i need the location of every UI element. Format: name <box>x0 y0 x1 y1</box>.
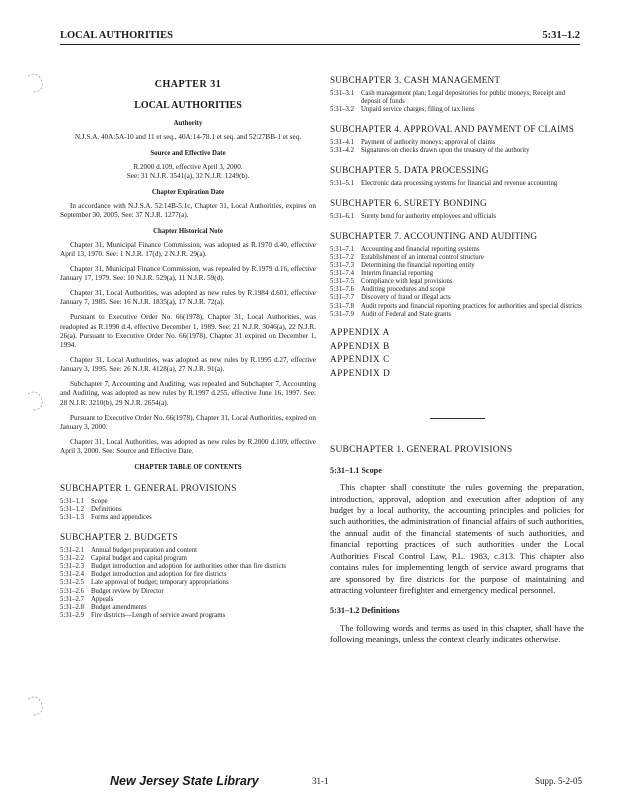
toc-section-title: Scope <box>91 497 108 505</box>
toc-section-title: Forms and appendices <box>91 513 152 521</box>
toc-section-number: 5:31–3.2 <box>330 106 354 113</box>
section-text: The following words and terms as used in this chapter, shall have the following meanings, unless the context clearly indicates otherwise. <box>330 622 584 645</box>
toc-section-number: 5:31–4.1 <box>330 138 354 146</box>
toc-entry <box>60 612 316 620</box>
toc-subchapter-title: SUBCHAPTER 7. ACCOUNTING AND AUDITING <box>330 230 538 241</box>
toc-section-title: Unpaid service charges; filing of tax liens <box>361 106 475 113</box>
toc-section-title: Cash management plan; Legal depositories for public moneys; Receipt and deposit of funds <box>361 89 566 105</box>
expiration-heading: Chapter Expiration Date <box>151 189 225 197</box>
toc-section-title: Fire districts—Length of service award programs <box>91 611 226 619</box>
toc-section-title: Electronic data processing systems for financial and revenue accounting <box>361 179 558 187</box>
binding-hole-mark <box>24 390 48 414</box>
toc-entry <box>330 262 584 270</box>
appendix-entry: APPENDIX D <box>330 368 391 378</box>
history-paragraph: Chapter 31, Municipal Finance Commission, was adopted as R.1970 d.40, effective April 13, 1970. See: 1 N.J.R. 17(d), 2 N.J.R. 29(a). <box>60 240 316 258</box>
toc-section-title: Surety bond for authority employees and officials <box>361 212 497 220</box>
binding-hole-mark <box>24 695 48 719</box>
toc-subchapter-title: SUBCHAPTER 2. BUDGETS <box>60 532 178 543</box>
history-paragraph: Chapter 31, Municipal Finance Commission, was repealed by R.1979 d.16, effective January 17, 1979. See: 10 N.J.R. 529(a), 11 N.J.R. 59(d). <box>60 264 316 282</box>
appendix-entry: APPENDIX B <box>330 340 390 351</box>
header-title: LOCAL AUTHORITIES <box>60 30 173 41</box>
toc-section-number: 5:31–7.2 <box>330 253 354 261</box>
toc-entry <box>330 147 584 155</box>
toc-entry <box>330 139 584 147</box>
toc-entry <box>330 294 584 302</box>
toc-entry <box>60 579 316 587</box>
binding-hole-mark <box>24 72 48 96</box>
toc-section-number: 5:31–3.1 <box>330 89 354 97</box>
toc-section-title: Appeals <box>91 595 114 603</box>
toc-section-number: 5:31–2.7 <box>60 595 84 603</box>
toc-entry <box>330 106 584 114</box>
toc-section-title: Establishment of an internal control structure <box>361 253 484 261</box>
toc-section-number: 5:31–4.2 <box>330 147 354 154</box>
history-paragraph: Subchapter 7, Accounting and Auditing, was repealed and Subchapter 7, Accounting and Auditing, was adopted as new rules by R.1997 d.255, effective June 16, 1997. See: 28 N.J.R. 3210(b), 29 N.J.R. 2654(a). <box>60 380 316 407</box>
right-column <box>330 75 584 652</box>
expiration-text: In accordance with N.J.S.A. 52:14B-5.1c, Chapter 31, Local Authorities, expires on September 30, 2005. See: 37 N.J.R. 1277(a). <box>60 201 316 219</box>
authority-heading: Authority <box>173 120 203 128</box>
toc-subchapter-title: SUBCHAPTER 4. APPROVAL AND PAYMENT OF CLAIMS <box>330 124 575 135</box>
toc-heading: CHAPTER TABLE OF CONTENTS <box>134 464 242 472</box>
toc-section-title: Accounting and financial reporting systems <box>361 245 480 253</box>
toc-section-number: 5:31–2.5 <box>60 579 84 587</box>
toc-entry <box>60 514 316 522</box>
toc-entry <box>60 604 316 612</box>
toc-entry <box>60 547 316 555</box>
toc-section-number: 5:31–1.2 <box>60 505 84 513</box>
toc-section-title: Discovery of fraud or illegal acts <box>361 294 451 302</box>
toc-section-number: 5:31–2.3 <box>60 563 84 571</box>
toc-section-number: 5:31–2.6 <box>60 587 84 595</box>
body-subchapter-title: SUBCHAPTER 1. GENERAL PROVISIONS <box>330 444 513 455</box>
appendix-list <box>330 327 584 380</box>
toc-subchapter-title: SUBCHAPTER 6. SURETY BONDING <box>330 198 487 208</box>
appendix-entry: APPENDIX C <box>330 354 390 365</box>
toc-entry <box>60 506 316 514</box>
toc-entry <box>330 270 584 278</box>
page-number: 31-1 <box>312 776 329 786</box>
history-paragraph: Chapter 31, Local Authorities, was adopted as new rules by R.2000 d.109, effective April 3, 2000. See: Source and Effective Date. <box>60 437 316 456</box>
history-paragraph: Pursuant to Executive Order No. 66(1978), Chapter 31, Local Authorities, expired on January 3, 2000. <box>60 413 316 431</box>
toc-entry <box>330 303 584 311</box>
library-stamp: New Jersey State Library <box>110 774 259 788</box>
toc-entry <box>330 213 584 221</box>
toc-section-number: 5:31–2.2 <box>60 554 84 562</box>
chapter-title: LOCAL AUTHORITIES <box>134 99 242 111</box>
toc-section-number: 5:31–7.5 <box>330 278 354 286</box>
source-heading: Source and Effective Date <box>150 150 226 158</box>
toc-section-title: Late approval of budget; temporary appropriations <box>91 579 229 587</box>
history-paragraph: Chapter 31, Local Authorities, was adopted as new rules by R.1984 d.601, effective January 7, 1985. See: 16 N.J.R. 1835(a), 17 N.J.R. 72(a). <box>60 289 316 307</box>
toc-section-title: Audit of Federal and State grants <box>361 310 452 318</box>
left-column <box>60 75 316 620</box>
appendix-entry: APPENDIX A <box>330 326 390 337</box>
toc-section-title: Budget introduction and adoption for authorities other than fire districts <box>91 563 286 571</box>
toc-section-number: 5:31–7.3 <box>330 261 354 269</box>
section-text: This chapter shall constitute the rules governing the preparation, introduction, approval, adoption and execution after adoption of any budget by a local authority, the accounting principles and policies for such authorities, the administration of financial affairs of such authorities, the annual audit of the financial statements of such authorities, and financial reporting practices of such authorities under the Local Authorities Fiscal Control Law, P.L. 1983, c.313. This chapter also contains rules for implementing length of service award programs that are sponsored by fire districts for the purpose of maintaining and attracting volunteer firefighter and emergency medical personnel. <box>330 482 585 595</box>
toc-section-title: Determining the financial reporting entity <box>361 261 475 269</box>
toc-section-number: 5:31–1.3 <box>60 513 84 521</box>
toc-entry <box>60 596 316 604</box>
toc-entry <box>330 180 584 188</box>
toc-section-title: Compliance with legal provisions <box>361 278 453 286</box>
toc-section-number: 5:31–7.4 <box>330 270 354 277</box>
toc-entry <box>330 90 584 106</box>
header-rule <box>60 44 580 45</box>
supplement-date: Supp. 5-2-05 <box>535 776 582 786</box>
toc-section-number: 5:31–6.1 <box>330 212 354 220</box>
toc-subchapter-title: SUBCHAPTER 1. GENERAL PROVISIONS <box>60 482 237 493</box>
toc-entry <box>60 571 316 579</box>
section-heading: 5:31–1.2 Definitions <box>330 606 400 616</box>
section-heading: 5:31–1.1 Scope <box>330 465 382 475</box>
toc-entry <box>60 498 316 506</box>
toc-section-title: Auditing procedures and scope <box>361 286 446 294</box>
toc-entry <box>330 278 584 286</box>
toc-section-number: 5:31–7.7 <box>330 294 354 302</box>
toc-section-title: Audit reports and financial reporting practices for authorities and special districts <box>361 302 582 310</box>
toc-entry <box>60 563 316 571</box>
toc-entry <box>330 311 584 319</box>
toc-section-title: Budget review by Director <box>91 587 164 595</box>
toc-section-number: 5:31–5.1 <box>330 179 354 187</box>
chapter-number: CHAPTER 31 <box>154 79 222 90</box>
history-heading: Chapter Historical Note <box>153 227 223 235</box>
toc-section-number: 5:31–7.8 <box>330 302 354 310</box>
source-line: R.2000 d.109, effective April 3, 2000. <box>133 162 243 171</box>
toc-section-title: Definitions <box>91 505 122 513</box>
history-paragraph: Chapter 31, Local Authorities, was adopted as new rules by R.1995 d.27, effective January 3, 1995. See: 26 N.J.R. 4128(a), 27 N.J.R. 91(a). <box>60 355 316 374</box>
toc-section-title: Capital budget and capital program <box>91 554 187 562</box>
history-paragraph: Pursuant to Executive Order No. 66(1978), Chapter 31, Local Authorities, was readopted as R.1990 d.4, effective December 1, 1989. See: 21 N.J.R. 3046(a), 22 N.J.R. 26(a). Pursuant to Executive Order No. 66(1978), Chapter 31 expired on December 1, 1994. <box>60 313 316 349</box>
toc-section-number: 5:31–1.1 <box>60 497 84 505</box>
toc-section-title: Signatures on checks drawn upon the treasury of the authority <box>361 147 530 154</box>
toc-section-title: Interim financial reporting <box>361 270 434 277</box>
toc-entry <box>330 246 584 254</box>
toc-section-number: 5:31–2.9 <box>60 611 84 619</box>
source-line: See: 31 N.J.R. 3541(a), 32 N.J.R. 1249(b). <box>126 171 250 180</box>
toc-section-number: 5:31–2.8 <box>60 603 84 611</box>
toc-subchapter-title: SUBCHAPTER 3. CASH MANAGEMENT <box>330 75 501 85</box>
toc-section-number: 5:31–2.1 <box>60 546 84 554</box>
toc-section-number: 5:31–7.9 <box>330 310 354 318</box>
toc-section-number: 5:31–2.4 <box>60 571 84 579</box>
authority-text: N.J.S.A. 40A:5A-10 and 11 et seq., 40A:14-78.1 et seq. and 52:27BB-1 et seq. <box>74 133 302 141</box>
toc-left <box>60 483 316 620</box>
header-section: 5:31–1.2 <box>542 30 580 41</box>
toc-section-title: Payment of authority moneys; approval of claims <box>361 138 496 146</box>
toc-entry <box>330 254 584 262</box>
toc-entry <box>60 588 316 596</box>
toc-section-number: 5:31–7.1 <box>330 245 354 253</box>
toc-entry <box>60 555 316 563</box>
toc-section-number: 5:31–7.6 <box>330 286 354 294</box>
toc-section-title: Annual budget preparation and content <box>91 546 198 554</box>
toc-right <box>330 75 584 319</box>
toc-section-title: Budget amendments <box>91 603 147 611</box>
toc-subchapter-title: SUBCHAPTER 5. DATA PROCESSING <box>330 165 489 176</box>
toc-entry <box>330 286 584 294</box>
toc-section-title: Budget introduction and adoption for fire districts <box>91 571 227 579</box>
section-divider <box>430 418 485 419</box>
